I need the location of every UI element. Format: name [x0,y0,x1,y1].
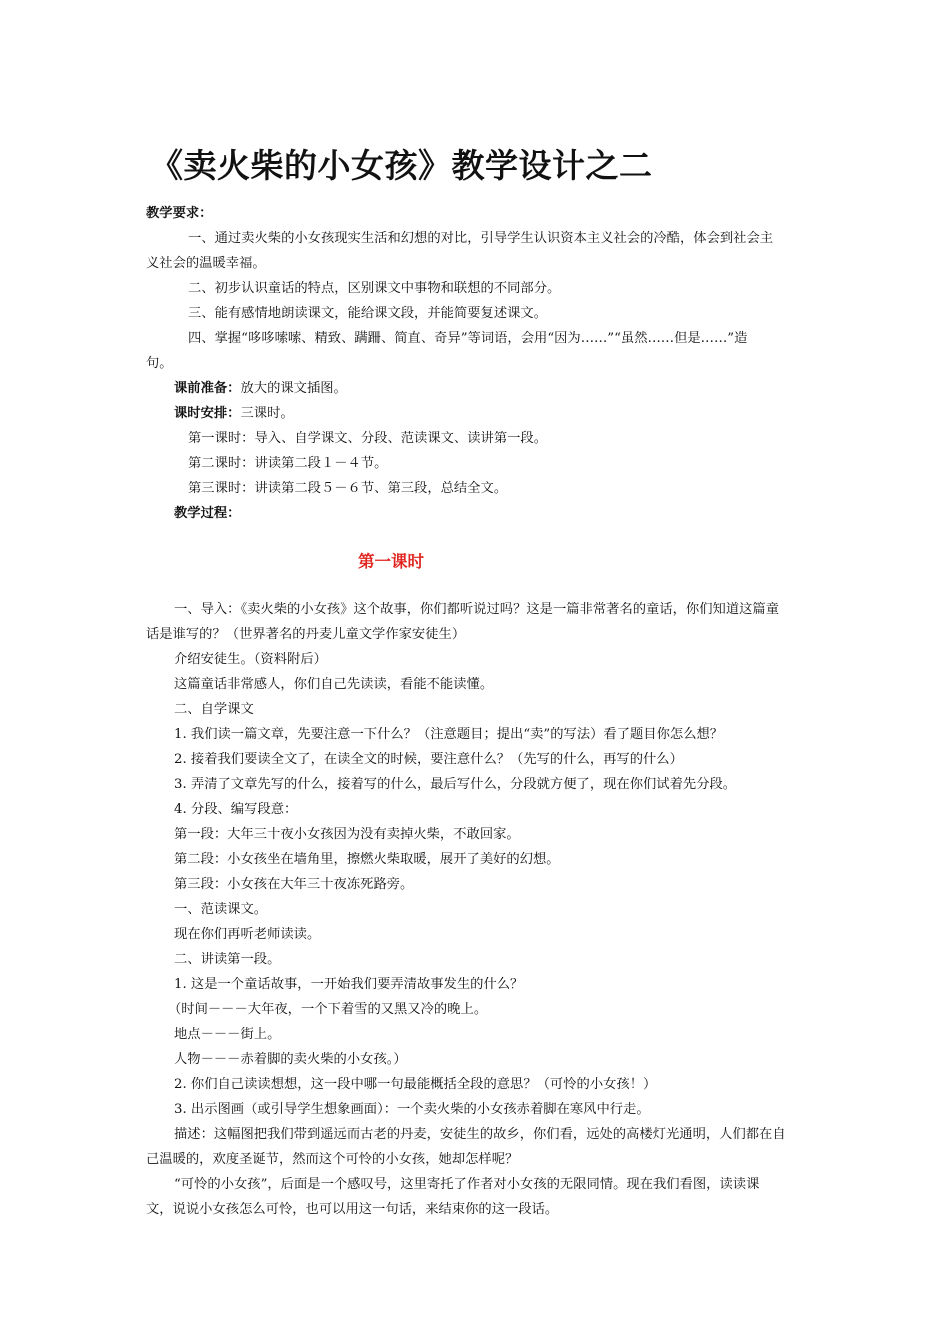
prep-label: 课前准备： [174,381,241,396]
schedule-line [174,406,294,422]
body-line: 介绍安徒生。（资料附后） [174,652,327,667]
lesson-3-plan: 第三课时：讲读第二段５－６节、第三段，总结全文。 [188,481,508,496]
body-line: 地点－－－街上。 [174,1027,281,1042]
schedule-label: 课时安排： [174,406,241,421]
body-line: 2. 接着我们要读全文了，在读全文的时候，要注意什么？（先写的什么，再写的什么） [174,752,683,767]
document-title: 《卖火柴的小女孩》教学设计之二 [150,146,653,185]
body-line: 一、范读课文。 [174,902,268,917]
body-line: 现在你们再听老师读读。 [174,927,321,942]
body-line: 二、自学课文 [174,702,254,717]
requirement-1-line-1: 一、通过卖火柴的小女孩现实生活和幻想的对比，引导学生认识资本主义社会的冷酷，体会到社会主 [188,231,774,246]
body-line: 第一段：大年三十夜小女孩因为没有卖掉火柴，不敢回家。 [174,827,520,842]
body-line: 二、讲读第一段。 [174,952,281,967]
body-line: 1. 我们读一篇文章，先要注意一下什么？（注意题目；提出“卖”的写法）看了题目你怎么想？ [174,727,724,742]
body-line: 一、导入：《卖火柴的小女孩》这个故事，你们都听说过吗？这是一篇非常著名的童话，你们知道这篇童 [174,602,780,617]
schedule-value: 三课时。 [240,406,294,421]
lesson-1-plan: 第一课时：导入、自学课文、分段、范读课文、读讲第一段。 [188,431,548,446]
requirement-2: 二、初步认识童话的特点，区别课文中事物和联想的不同部分。 [188,281,561,296]
body-line: 己温暖的，欢度圣诞节，然而这个可怜的小女孩，她却怎样呢？ [146,1152,519,1167]
body-line: 话是谁写的？（世界著名的丹麦儿童文学作家安徒生） [146,627,466,642]
body-line: 文，说说小女孩怎么可怜，也可以用这一句话，来结束你的这一段话。 [146,1202,559,1217]
body-line: （时间－－－大年夜，一个下着雪的又黑又冷的晚上。 [168,1002,488,1017]
body-line: 这篇童话非常感人，你们自己先读读，看能不能读懂。 [174,677,494,692]
prep-value: 放大的课文插图。 [240,381,347,396]
body-line: 3. 出示图画（或引导学生想象画面）：一个卖火柴的小女孩赤着脚在寒风中行走。 [174,1102,650,1117]
requirements-heading: 教学要求： [146,206,213,221]
requirement-3: 三、能有感情地朗读课文，能给课文段，并能简要复述课文。 [188,306,548,321]
body-line: “可怜的小女孩”，后面是一个感叹号，这里寄托了作者对小女孩的无限同情。现在我们看图，读读课 [174,1177,760,1192]
body-line: 第三段：小女孩在大年三十夜冻死路旁。 [174,877,414,892]
lesson-2-plan: 第二课时：讲读第二段１－４节。 [188,456,388,471]
body-line: 4. 分段、编写段意： [174,802,298,817]
process-label: 教学过程： [174,506,241,521]
requirement-1-line-2: 义社会的温暖幸福。 [146,256,266,271]
requirement-4-line-2: 句。 [146,356,173,371]
body-line: 3. 弄清了文章先写的什么，接着写的什么，最后写什么，分段就方便了，现在你们试着先分段。 [174,777,737,792]
body-line: 人物－－－赤着脚的卖火柴的小女孩。） [174,1052,407,1067]
body-line: 描述：这幅图把我们带到遥远而古老的丹麦，安徒生的故乡，你们看，远处的高楼灯光通明，人们都在自 [174,1127,786,1142]
prep-line [174,381,347,397]
section-title: 第一课时 [358,552,424,571]
body-line: 1. 这是一个童话故事，一开始我们要弄清故事发生的什么？ [174,977,524,992]
requirement-4-line-1: 四、掌握“哆哆嗦嗦、精致、蹒跚、简直、奇异”等词语，会用“因为……”“虽然……但是……”造 [188,331,748,346]
body-line: 第二段：小女孩坐在墙角里，擦燃火柴取暖，展开了美好的幻想。 [174,852,560,867]
body-line: 2. 你们自己读读想想，这一段中哪一句最能概括全段的意思？（可怜的小女孩！） [174,1077,657,1092]
